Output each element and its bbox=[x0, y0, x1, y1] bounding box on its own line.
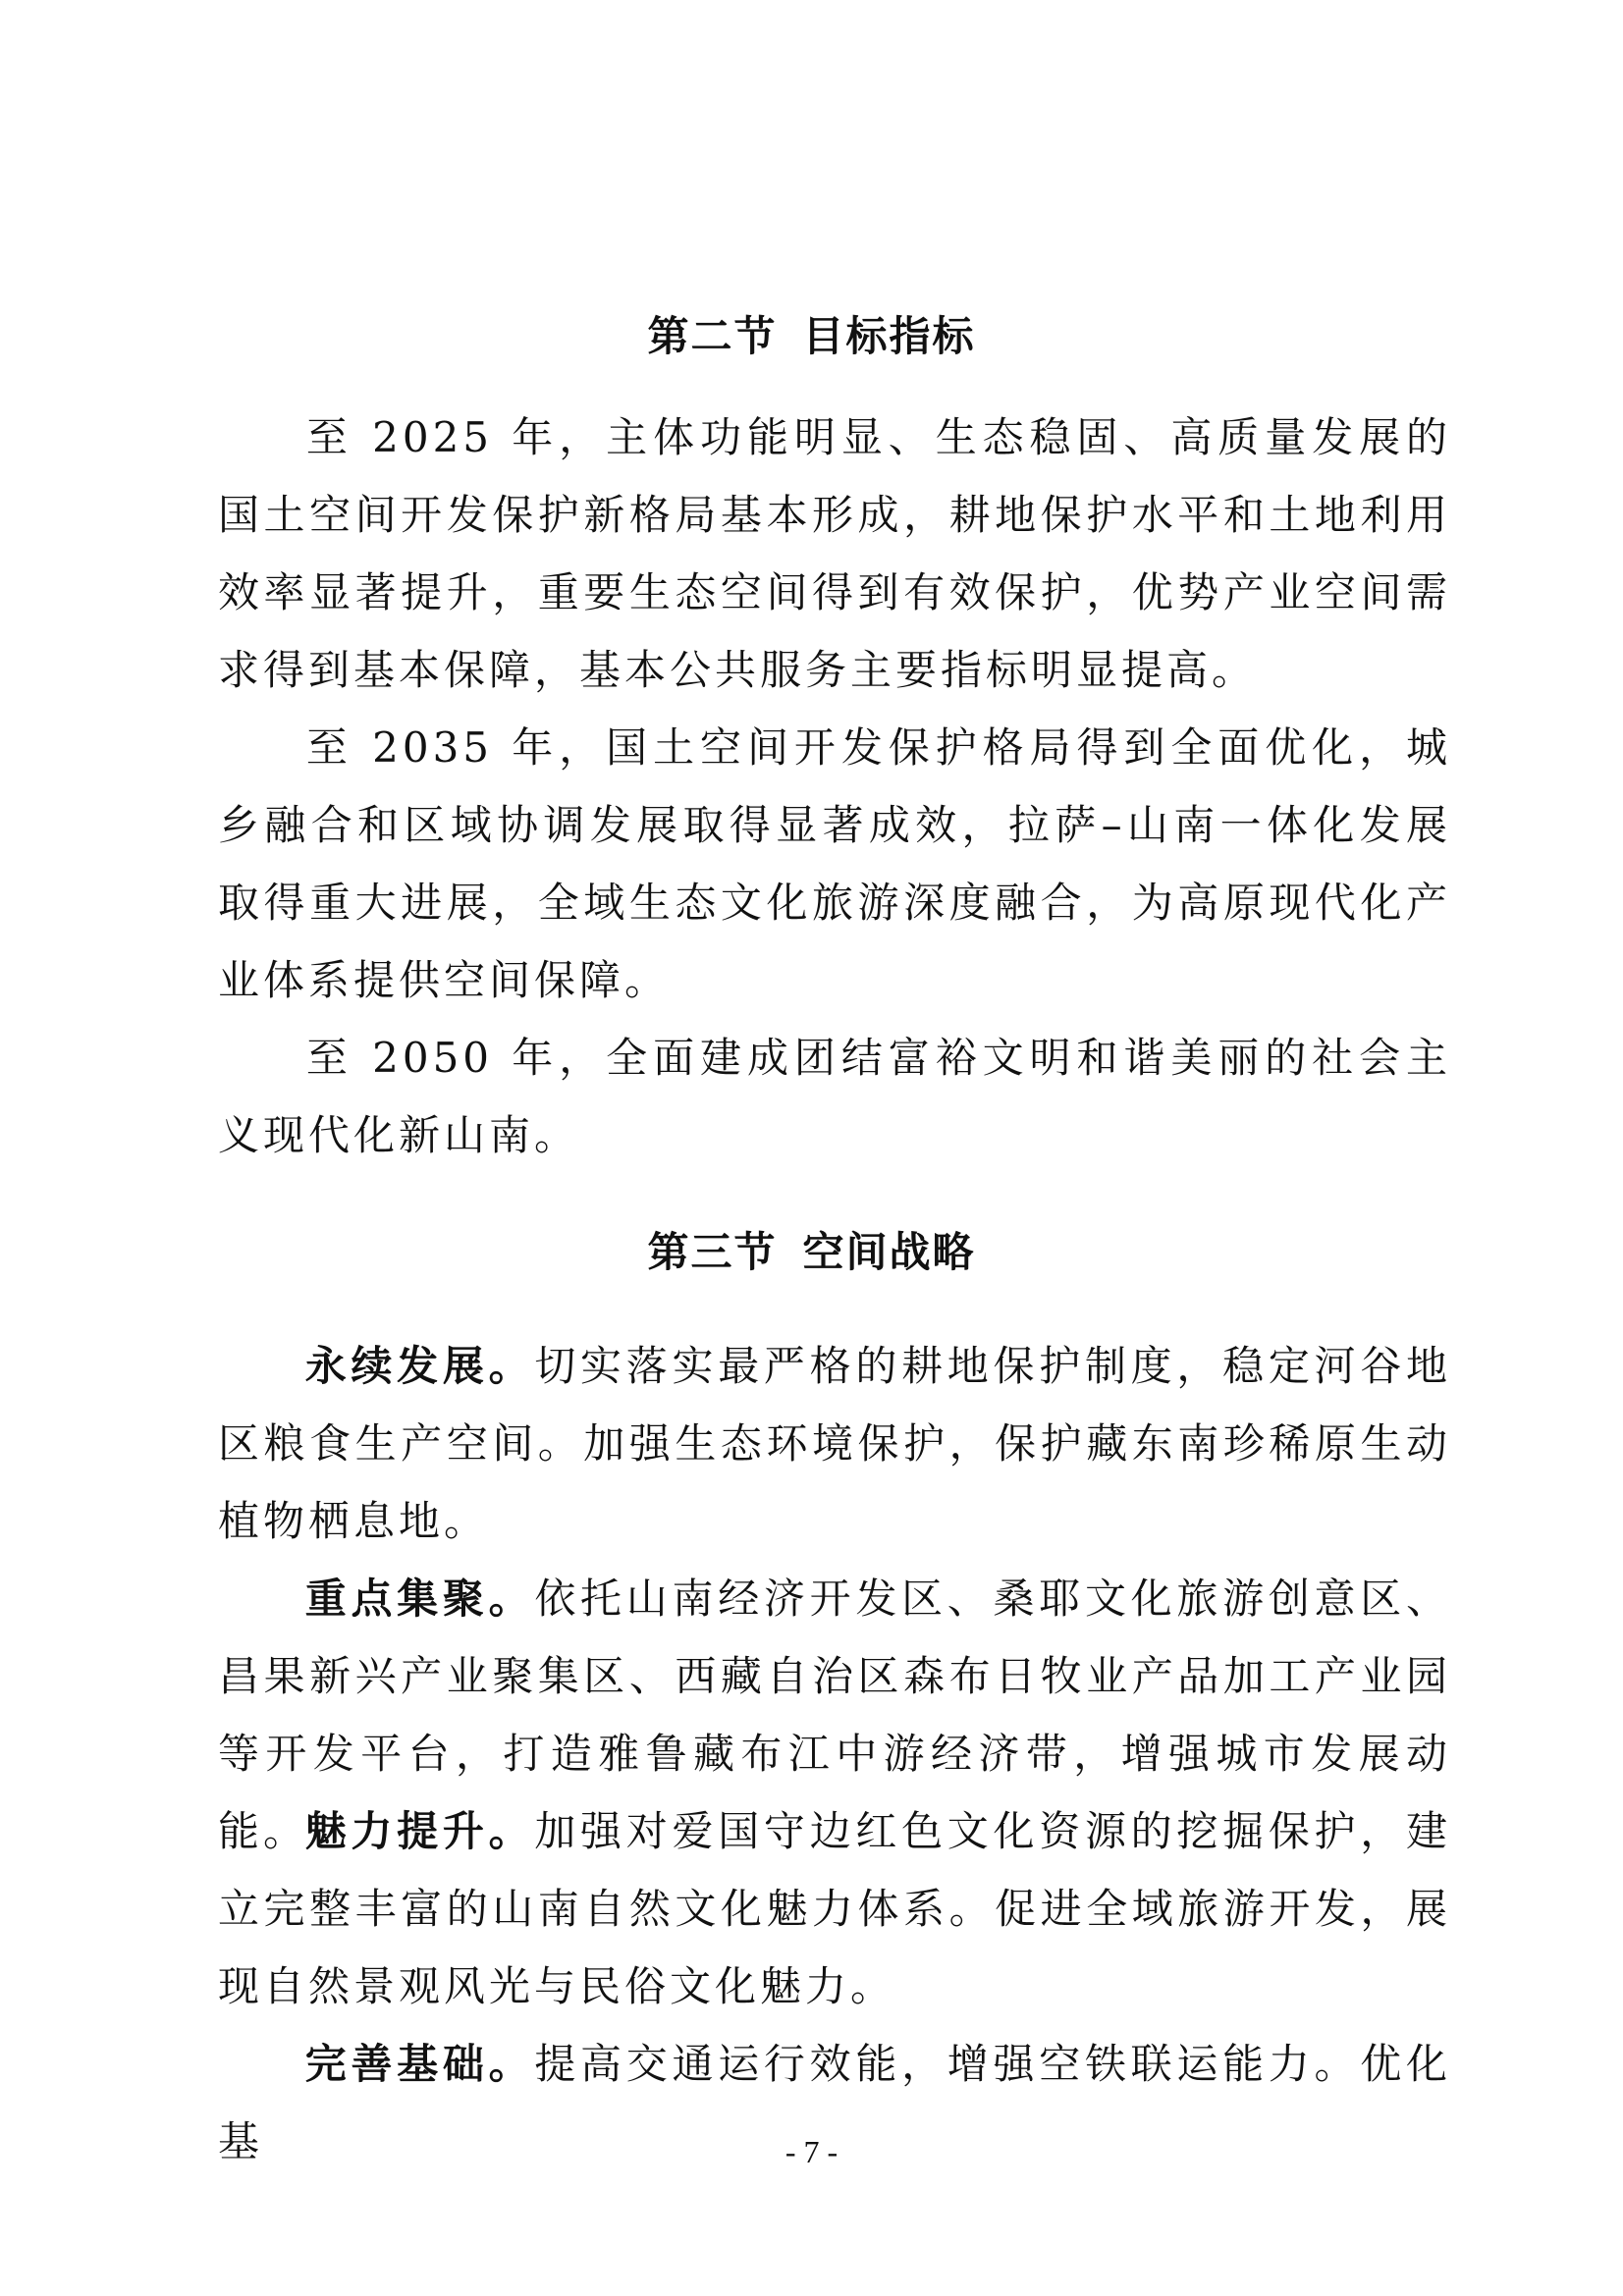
section-2-number: 第二节 bbox=[647, 312, 778, 360]
goal-2025-paragraph bbox=[218, 399, 1451, 709]
section-2-heading bbox=[0, 307, 1623, 366]
goal-2035-text: 至 2035 年，国土空间开发保护格局得到全面优化，城乡融合和区域协调发展取得显著成效，拉萨–山南一体化发展取得重大进展，全域生态文化旅游深度融合，为高原现代化产业体系提供空间保障。 bbox=[218, 723, 1451, 1004]
strategy-sustainable-paragraph bbox=[218, 1327, 1451, 1560]
strategy-sustainable-lead: 永续发展。 bbox=[304, 1342, 535, 1390]
section-3-title: 空间战略 bbox=[802, 1228, 976, 1276]
strategy-infrastructure-text: 提高交通运行效能，增强空铁联运能力。优化基 bbox=[218, 2040, 1451, 2165]
strategy-cluster-text: 依托山南经济开发区、桑耶文化旅游创意区、昌果新兴产业聚集区、西藏自治区森布日牧业产品加工产业园等开发平台，打造雅鲁藏布江中游经济带，增强城市发展动能。 bbox=[218, 1575, 1451, 1855]
strategy-charm-paragraph bbox=[218, 1792, 1451, 2025]
goal-2050-paragraph bbox=[218, 1019, 1451, 1174]
strategy-cluster-lead: 重点集聚。 bbox=[304, 1575, 535, 1623]
goal-2035-paragraph bbox=[218, 709, 1451, 1019]
strategy-sustainable-text: 切实落实最严格的耕地保护制度，稳定河谷地区粮食生产空间。加强生态环境保护，保护藏东南珍稀原生动植物栖息地。 bbox=[218, 1342, 1451, 1545]
goal-2025-text: 至 2025 年，主体功能明显、生态稳固、高质量发展的国土空间开发保护新格局基本形成，耕地保护水平和土地利用效率显著提升，重要生态空间得到有效保护，优势产业空间需求得到基本保障，基本公共服务主要指标明显提高。 bbox=[218, 413, 1451, 694]
strategy-charm-text: 加强对爱国守边红色文化资源的挖掘保护，建立完整丰富的山南自然文化魅力体系。促进全域旅游开发，展现自然景观风光与民俗文化魅力。 bbox=[218, 1807, 1451, 2010]
goal-2050-text: 至 2050 年，全面建成团结富裕文明和谐美丽的社会主义现代化新山南。 bbox=[218, 1034, 1451, 1159]
page-number: - 7 - bbox=[784, 2134, 839, 2169]
strategy-infrastructure-lead: 完善基础。 bbox=[304, 2040, 535, 2088]
section-3-number: 第三节 bbox=[647, 1228, 778, 1276]
section-3-heading bbox=[0, 1223, 1623, 1282]
strategy-charm-lead: 魅力提升。 bbox=[304, 1807, 535, 1855]
section-2-title: 目标指标 bbox=[802, 312, 976, 360]
